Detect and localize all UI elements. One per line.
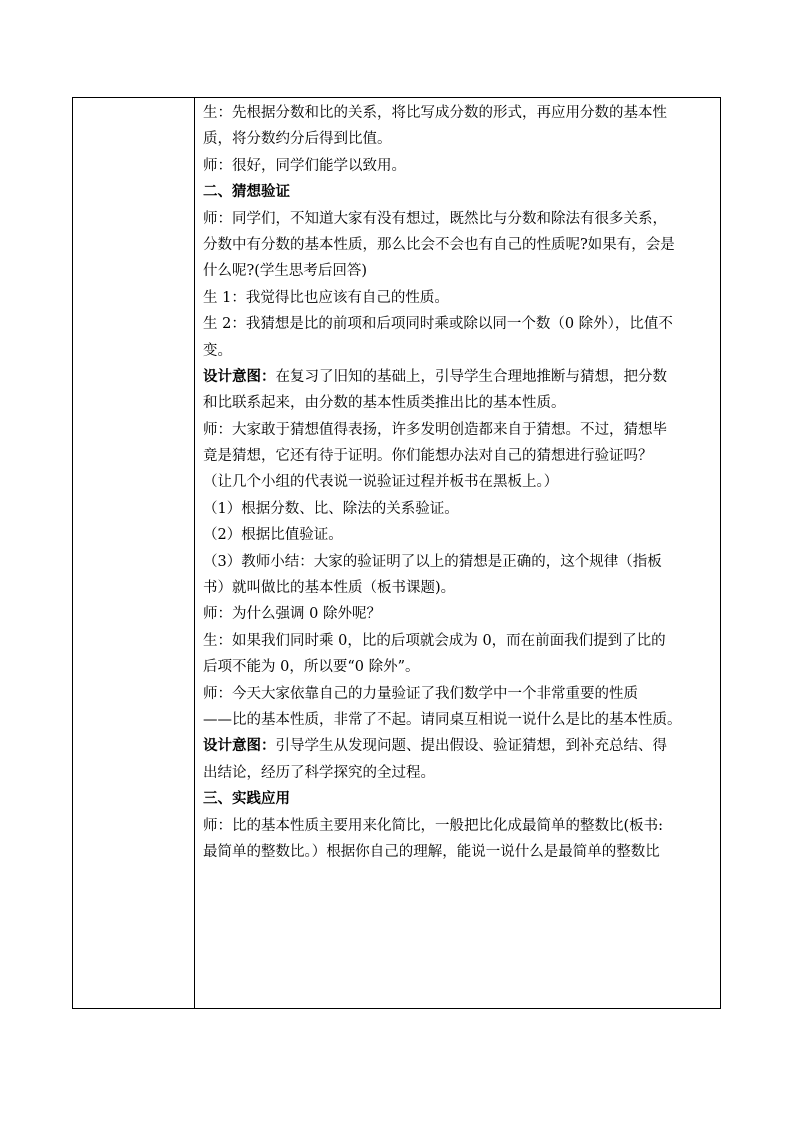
- line-text: 生：如果我们同时乘 0，比的后项就会成为 0，而在前面我们提到了比的: [203, 632, 666, 649]
- text-line: [203, 522, 715, 548]
- text-line: [203, 100, 715, 126]
- text-line: [203, 549, 715, 575]
- text-line: [203, 496, 715, 522]
- text-line: [203, 575, 715, 601]
- lesson-table: [72, 97, 721, 1009]
- line-text: 三、实践应用: [203, 790, 290, 808]
- line-text: 分数中有分数的基本性质，那么比会不会也有自己的性质呢?如果有，会是: [203, 236, 675, 253]
- text-line: [203, 443, 715, 469]
- text-line: [203, 126, 715, 152]
- text-line: [203, 338, 715, 364]
- line-text: 出结论，经历了科学探究的全过程。: [203, 764, 435, 781]
- line-text: 师：比的基本性质主要用来化简比，一般把比化成最简单的整数比(板书:: [203, 817, 664, 834]
- line-text: 引导学生从发现问题、提出假设、验证猜想，到补充总结、得: [275, 738, 667, 755]
- text-line: [203, 390, 715, 416]
- line-text: 生：先根据分数和比的关系，将比写成分数的形式，再应用分数的基本性: [203, 105, 667, 121]
- left-column-cell: [73, 98, 195, 1008]
- line-text: ——比的基本性质，非常了不起。请同桌互相说一说什么是比的基本性质。: [203, 711, 682, 728]
- line-text: 变。: [203, 342, 232, 359]
- text-line: [203, 153, 715, 179]
- text-line: [203, 258, 715, 284]
- text-line: [203, 813, 715, 839]
- text-line: [203, 232, 715, 258]
- design-intent-label: 设计意图：: [203, 737, 276, 755]
- content-cell: [203, 100, 715, 865]
- line-text: （让几个小组的代表说一说验证过程并板书在黑板上。）: [203, 474, 559, 491]
- line-text: 师：为什么强调 0 除外呢？: [203, 606, 381, 623]
- line-text: 和比联系起来，由分数的基本性质类推出比的基本性质。: [203, 395, 566, 412]
- text-line: [203, 311, 715, 337]
- text-line: [203, 681, 715, 707]
- line-text: 最简单的整数比。）根据你自己的理解，能说一说什么是最简单的整数比: [203, 843, 660, 860]
- line-text: 后项不能为 0，所以要“0 除外”。: [203, 659, 420, 676]
- text-line: [203, 760, 715, 786]
- line-text: 师：大家敢于猜想值得表扬，许多发明创造都来自于猜想。不过，猜想毕: [203, 421, 667, 438]
- line-text: 生 2：我猜想是比的前项和后项同时乘或除以同一个数（0 除外），比值不: [203, 316, 673, 333]
- section-heading: [203, 179, 715, 205]
- text-line: [203, 654, 715, 680]
- text-line: [203, 733, 715, 759]
- text-line: [203, 364, 715, 390]
- line-text: 师：很好，同学们能学以致用。: [203, 157, 406, 174]
- text-line: [203, 628, 715, 654]
- text-line: [203, 285, 715, 311]
- line-text: （3）教师小结：大家的验证明了以上的猜想是正确的，这个规律（指板: [203, 553, 662, 570]
- section-heading: [203, 786, 715, 812]
- design-intent-label: 设计意图：: [203, 367, 276, 385]
- text-line: [203, 469, 715, 495]
- line-text: 师：今天大家依靠自己的力量验证了我们数学中一个非常重要的性质: [203, 685, 638, 702]
- line-text: 在复习了旧知的基础上，引导学生合理地推断与猜想，把分数: [275, 368, 667, 385]
- line-text: （2）根据比值验证。: [203, 527, 343, 544]
- text-line: [203, 206, 715, 232]
- line-text: 二、猜想验证: [203, 183, 290, 201]
- line-text: 生 1：我觉得比也应该有自己的性质。: [203, 289, 449, 306]
- text-line: [203, 707, 715, 733]
- line-text: 竟是猜想，它还有待于证明。你们能想办法对自己的猜想进行验证吗？: [203, 448, 653, 465]
- line-text: 什么呢?(学生思考后回答): [203, 263, 368, 280]
- line-text: 质，将分数约分后得到比值。: [203, 131, 392, 148]
- line-text: 师：同学们，不知道大家有没有想过，既然比与分数和除法有很多关系，: [203, 210, 667, 227]
- text-line: [203, 839, 715, 865]
- line-text: 书）就叫做比的基本性质（板书课题)。: [203, 580, 456, 597]
- text-line: [203, 601, 715, 627]
- line-text: （1）根据分数、比、除法的关系验证。: [203, 500, 459, 517]
- text-line: [203, 417, 715, 443]
